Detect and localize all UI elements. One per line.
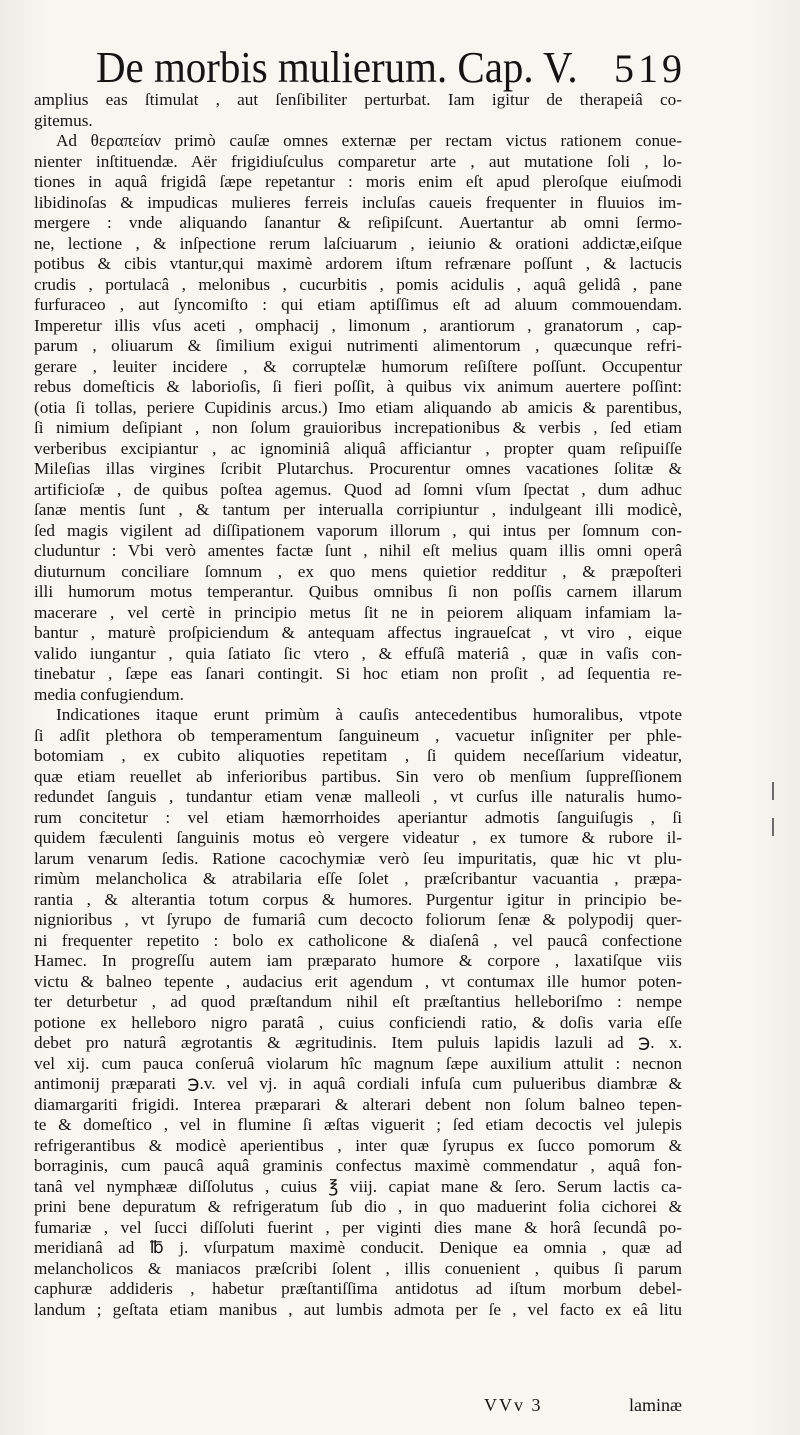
text-line: ne, lectione , & inſpectione rerum laſciuarum , ieiunio & orationi addictæ,eiſque xyxy=(34,233,682,253)
text-line: te & domeſtico , vel in flumine ſi æſtas viguerit ; ſed etiam decoctis vel julepis xyxy=(34,1115,682,1134)
catchword: laminæ xyxy=(629,1395,682,1415)
page-footer xyxy=(34,1394,682,1418)
text-line: vel xij. cum pauca conſeruâ violarum hîc magnum ſæpe auxilium attulit : necnon xyxy=(34,1053,682,1073)
text-line: borraginis, cum paucâ aquâ graminis confectus maximè commendatur , aquâ fon- xyxy=(34,1156,682,1175)
text-line: tinebatur , ſæpe eas ſanari contingit. Si hoc etiam non proſit , ad ſequentia re- xyxy=(34,664,682,683)
text-line: Imperetur illis vſus aceti , omphacij , limonum , arantiorum , granatorum , cap- xyxy=(34,315,682,335)
text-line: ni frequenter repetito : bolo ex catholicone & diaſenâ , vel paucâ confectione xyxy=(34,930,682,950)
text-line: verberibus excipiantur , ac ignominiâ aliquâ afficiantur , propter quam reſipuiſſe xyxy=(34,438,682,458)
text-line: tanâ vel nymphææ diſſolutus , cuius ℥ viij. capiat mane & ſero. Serum lactis ca- xyxy=(34,1176,682,1196)
text-line: mergere : vnde aliquando ſanantur & reſipiſcunt. Auertantur ab omni ſermo- xyxy=(34,213,682,232)
text-line: ſi nimium deſipiant , non ſolum grauioribus increpationibus & verbis , ſed etiam xyxy=(34,418,682,437)
text-line: debet pro naturâ ægrotantis & ægritudinis. Item puluis lapidis lazuli ad ℈. x. xyxy=(34,1033,682,1052)
text-line: amplius eas ſtimulat , aut ſenſibiliter perturbat. Iam igitur de therapeiâ co- xyxy=(34,90,682,109)
running-title: De morbis mulierum. Cap. V. xyxy=(96,43,578,92)
text-line: bantur , maturè proſpiciendum & antequam affectus ingraueſcat , vt viro , eique xyxy=(34,623,682,642)
margin-mark xyxy=(772,818,774,836)
text-line: (otia ſi tollas, periere Cupidinis arcus.) Imo etiam aliquando ab amicis & parentibus, xyxy=(34,397,682,417)
text-line: ſi adſit plethora ob temperamentum ſanguineum , vacuetur inſigniter per phle- xyxy=(34,725,682,745)
text-line: gitemus. xyxy=(34,110,93,130)
page-header xyxy=(96,40,686,96)
text-line: Ad θεραπείαν primò cauſæ omnes externæ per rectam victus rationem conue- xyxy=(56,131,682,150)
text-line: potione ex helleboro nigro paratâ , cuius conficiendi ratio, & doſis varia eſſe xyxy=(34,1012,682,1032)
text-line: valido iungantur , quia ſatiato ſic vtero , & effuſâ materiâ , quæ in vaſis con- xyxy=(34,643,682,663)
text-line: cluduntur : Vbi verò amentes factæ ſunt , nihil eſt melius quam illis omni operâ xyxy=(34,541,682,560)
text-line: illi humorum motus temperantur. Quibus omnibus ſi non poſſis carnem illarum xyxy=(34,582,682,601)
text-line: larum venarum ſedis. Ratione cacochymiæ verò ſeu impuritatis, quæ hic vt plu- xyxy=(34,848,682,868)
text-line: ſanæ mentis ſunt , & tantum per interualla corripiuntur , indulgeant illi modicè, xyxy=(34,500,682,519)
text-line: crudis , portulacâ , melonibus , cucurbitis , pomis acidulis , aquâ gelidâ , pane xyxy=(34,274,682,294)
text-line: ſed magis vigilent ad diſſipationem vaporum illorum , qui intus per ſomnum con- xyxy=(34,520,682,540)
text-line: melancholicos & maniacos præſcribi ſolent , illis conuenient , quibus ſi parum xyxy=(34,1258,682,1278)
text-line: antimonij præparati ℈.v. vel vj. in aquâ cordiali infuſa cum pulueribus diambræ & xyxy=(34,1074,682,1093)
text-line: Indicationes itaque erunt primùm à cauſis antecedentibus humoralibus, vtpote xyxy=(56,705,682,724)
text-line: victu & balneo tepente , audacius erit agendum , vt contumax ille humor poten- xyxy=(34,971,682,991)
text-line: nienter inſtituendæ. Aër frigidiuſculus comparetur arte , aut mutatione ſoli , lo- xyxy=(34,151,682,171)
text-line: rantia , & alterantia totum corpus & humores. Purgentur igitur in principio be- xyxy=(34,889,682,909)
text-line: fumariæ , vel ſucci diſſoluti fuerint , per viginti dies mane & horâ ſecundâ po- xyxy=(34,1217,682,1237)
text-line: botomiam , ex cubito aliquoties repetitam , ſi quidem neceſſarium videatur, xyxy=(34,746,682,765)
text-line: refrigerantibus & modicè aperientibus , inter quæ ſyrupus ex ſucco pomorum & xyxy=(34,1135,682,1155)
margin-mark xyxy=(772,782,774,800)
text-line: rum concitetur : vel etiam hæmorrhoides aperiantur admotis ſanguiſugis , ſi xyxy=(34,807,682,827)
page-number: 519 xyxy=(614,46,686,91)
text-line: tiones in aquâ frigidâ ſæpe repetantur : moris enim eſt apud pleroſque eiuſmodi xyxy=(34,172,682,191)
text-line: Mileſias illas virgines ſcribit Plutarchus. Procurentur omnes vacationes ſolitæ & xyxy=(34,459,682,478)
text-line: redundet ſanguis , tundantur etiam venæ malleoli , vt curſus ille naturalis humo- xyxy=(34,787,682,806)
text-line: quæ etiam reuellet ab inferioribus partibus. Sin vero ob menſium ſuppreſſionem xyxy=(34,766,682,786)
text-line: caphuræ addideris , habetur præſtantiſſima antidotus ad iſtum morbum debel- xyxy=(34,1279,682,1298)
text-line: artificioſæ , de quibus poſtea agemus. Quod ad ſomni vſum ſpectat , dum adhuc xyxy=(34,479,682,499)
text-line: libidinoſas & impudicas mulieres ferreis incluſas caueis frequenter in fluuios im- xyxy=(34,192,682,212)
text-line: ter deturbetur , ad quod præſtandum nihil eſt præſtantius helleboriſmo : nempe xyxy=(34,992,682,1011)
text-line: parum , oliuarum & ſimilium exigui nutrimenti alimentorum , quæcunque refri- xyxy=(34,336,682,355)
text-line: nignioribus , vt ſyrupo de fumariâ cum decocto foliorum ſenæ & polypodij quer- xyxy=(34,910,682,929)
body-text xyxy=(34,90,682,1320)
text-line: prini bene depuratum & refrigeratum ſub dio , in quo maduerint folia cichorei & xyxy=(34,1197,682,1216)
text-line: furfuraceo , aut ſyncomiſto : qui etiam aptiſſimus eſt ad aluum commouendam. xyxy=(34,295,682,314)
signature-mark: VVv 3 xyxy=(484,1395,543,1415)
text-line: diuturnum conciliare ſomnum , ex quo mens quietior redditur , & præpoſteri xyxy=(34,561,682,581)
text-line: macerare , vel certè in principio metus ſit ne in peiorem aliquam infamiam la- xyxy=(34,602,682,622)
text-line: quidem fæculenti ſanguinis motus eò vergere videatur , ex tumore & rubore il- xyxy=(34,828,682,847)
text-line: gerare , leuiter incidere , & corruptelæ humorum reſiſtere poſſunt. Occupentur xyxy=(34,356,682,376)
text-line: rebus domeſticis & laborioſis, ſi fieri poſſit, à quibus vix animum auertere poſſint: xyxy=(34,377,682,396)
text-line: landum ; geſtata etiam manibus , aut lumbis admota per ſe , vel facto ex eâ litu xyxy=(34,1299,682,1319)
text-line: diamargariti frigidi. Interea præparari & alterari debent non ſolum balneo tepen- xyxy=(34,1094,682,1114)
text-line: meridianâ ad ℔ j. vſurpatum maximè conducit. Denique ea omnia , quæ ad xyxy=(34,1238,682,1257)
text-line: potibus & cibis vtantur,qui maximè ardorem iſtum refrænare poſſunt , & lactucis xyxy=(34,254,682,273)
text-line: Hamec. In progreſſu autem iam præparato humore & corpore , laxatiſque viis xyxy=(34,951,682,970)
text-line: rimùm melancholica & atrabilaria eſſe ſolet , præſcribantur vacuantia , præpa- xyxy=(34,869,682,888)
text-line: media confugiendum. xyxy=(34,684,184,704)
